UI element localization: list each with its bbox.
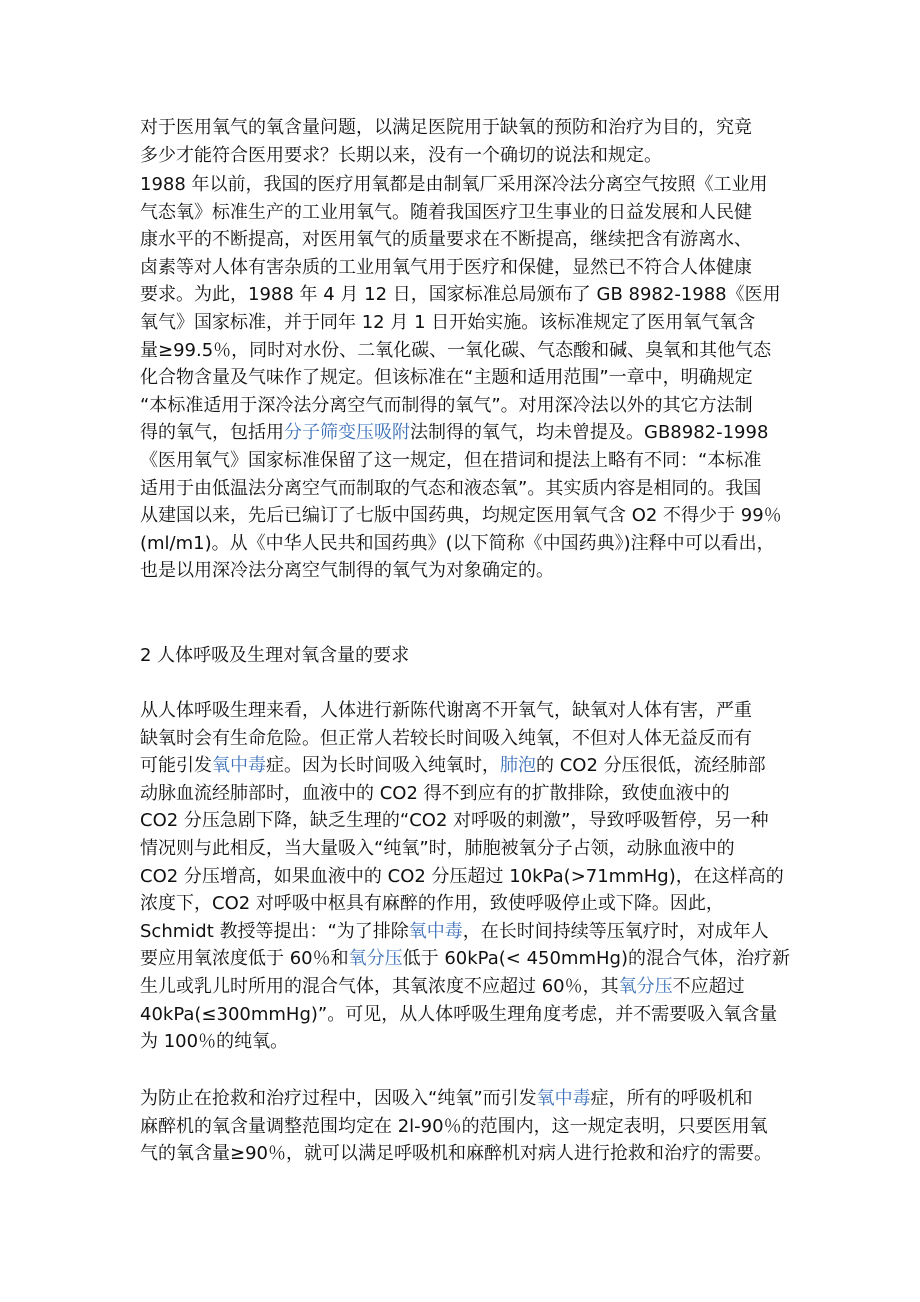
text-run: 化合物含量及气味作了规定。但该标准在“主题和适用范围”一章中，明确规定 bbox=[140, 367, 753, 389]
term-link[interactable]: 分子筛变压吸附 bbox=[284, 422, 410, 444]
text-line bbox=[140, 199, 820, 227]
text-line bbox=[140, 835, 820, 863]
text-run: 不应超过 bbox=[672, 975, 745, 997]
text-line bbox=[140, 890, 820, 918]
text-line bbox=[140, 752, 820, 780]
text-line bbox=[140, 142, 820, 170]
text-run: 2 人体呼吸及生理对氧含量的要求 bbox=[140, 645, 410, 666]
paragraph-ventilator bbox=[140, 1085, 820, 1168]
text-run: 气态氧》标准生产的工业用氧气。随着我国医疗卫生事业的日益发展和人民健 bbox=[140, 201, 752, 223]
section-heading bbox=[140, 642, 820, 670]
text-run: 从建国以来，先后已编订了七版中国药典，均规定医用氧气含 O2 不得少于 99％ bbox=[140, 505, 782, 527]
text-run: 适用于由低温法分离空气而制取的气态和液态氧”。其实质内容是相同的。我国 bbox=[140, 477, 762, 499]
text-run: 《医用氧气》国家标准保留了这一规定，但在措词和提法上略有不同：“本标准 bbox=[140, 449, 762, 471]
text-run: 要应用氧浓度低于 60％和 bbox=[140, 948, 349, 970]
text-line bbox=[140, 447, 820, 475]
text-line bbox=[140, 475, 820, 503]
text-run: 从人体呼吸生理来看，人体进行新陈代谢离不开氧气，缺氧对人体有害，严重 bbox=[140, 700, 752, 721]
text-run: 也是以用深冷法分离空气制得的氧气为对象确定的。 bbox=[140, 560, 554, 582]
text-run: 1988 年以前，我国的医疗用氧都是由制氧厂采用深冷法分离空气按照《工业用 bbox=[140, 174, 768, 195]
text-line bbox=[140, 863, 820, 891]
text-line bbox=[140, 530, 820, 558]
text-run: 症，所有的呼吸机和 bbox=[590, 1088, 753, 1109]
text-run: 麻醉机的氧含量调整范围均定在 2l-90％的范围内，这一规定表明，只要医用氧 bbox=[140, 1115, 768, 1137]
text-run: 为 100％的纯氧。 bbox=[140, 1031, 289, 1053]
text-line bbox=[140, 226, 820, 254]
text-run: 氧气》国家标准，并于同年 12 月 1 日开始实施。该标准规定了医用氧气氧含 bbox=[140, 311, 756, 333]
text-run: 的 CO2 分压很低，流经肺部 bbox=[536, 755, 766, 777]
text-line bbox=[140, 1140, 820, 1168]
text-line bbox=[140, 254, 820, 282]
text-run: 40kPa(≤300mmHg)”。可见，从人体呼吸生理角度考虑，并不需要吸入氧含量 bbox=[140, 1003, 778, 1025]
term-link[interactable]: 氧中毒 bbox=[212, 755, 266, 777]
paragraph-physiology bbox=[140, 697, 820, 1056]
text-run: 症。因为长时间吸入纯氧时， bbox=[266, 755, 500, 777]
term-link[interactable]: 氧分压 bbox=[348, 948, 403, 970]
text-run: 浓度下，CO2 对呼吸中枢具有麻醉的作用，致使呼吸停止或下降。因此， bbox=[140, 893, 724, 915]
text-run: 为防止在抢救和治疗过程中，因吸入“纯氧”而引发 bbox=[140, 1088, 537, 1109]
text-line bbox=[140, 642, 820, 670]
paragraph-history bbox=[140, 171, 820, 585]
text-run: 生儿或乳儿时所用的混合气体，其氧浓度不应超过 60％，其 bbox=[140, 975, 619, 997]
term-link[interactable]: 氧分压 bbox=[618, 975, 673, 997]
paragraph-intro bbox=[140, 114, 820, 169]
text-run: 得的氧气，包括用 bbox=[140, 422, 284, 444]
text-run: CO2 分压急剧下降，缺乏生理的“CO2 对呼吸的刺激”，导致呼吸暂停，另一种 bbox=[140, 810, 769, 832]
text-run: 缺氧时会有生命危险。但正常人若较长时间吸入纯氧，不但对人体无益反而有 bbox=[140, 727, 752, 749]
text-run: 情况则与此相反，当大量吸入“纯氧”时，肺胞被氧分子占领，动脉血液中的 bbox=[140, 837, 735, 859]
text-run: 气的氧含量≥90％，就可以满足呼吸机和麻醉机对病人进行抢救和治疗的需要。 bbox=[140, 1143, 772, 1165]
text-line bbox=[140, 171, 820, 199]
text-line bbox=[140, 945, 820, 973]
text-line bbox=[140, 114, 820, 142]
text-run: 低于 60kPa(< 450mmHg)的混合气体，治疗新 bbox=[402, 948, 790, 970]
text-run: 法制得的氧气，均未曾提及。GB8982-1998 bbox=[410, 422, 769, 444]
text-line bbox=[140, 337, 820, 365]
text-run: 卤素等对人体有害杂质的工业用氧气用于医疗和保健，显然已不符合人体健康 bbox=[140, 256, 752, 278]
text-run: (ml/m1)。从《中华人民共和国药典》(以下简称《中国药典》)注释中可以看出， bbox=[140, 532, 775, 554]
text-line bbox=[140, 1113, 820, 1141]
text-run: 康水平的不断提高，对医用氧气的质量要求在不断提高，继续把含有游离水、 bbox=[140, 229, 752, 251]
term-link[interactable]: 肺泡 bbox=[500, 755, 536, 777]
text-line bbox=[140, 697, 820, 725]
text-line bbox=[140, 419, 820, 447]
text-line bbox=[140, 780, 820, 808]
text-line bbox=[140, 502, 820, 530]
text-line bbox=[140, 918, 820, 946]
text-run: 多少才能符合医用要求？长期以来，没有一个确切的说法和规定。 bbox=[140, 144, 662, 166]
text-line bbox=[140, 557, 820, 585]
term-link[interactable]: 氧中毒 bbox=[408, 920, 463, 942]
text-line bbox=[140, 725, 820, 753]
text-line bbox=[140, 309, 820, 337]
text-line bbox=[140, 1028, 820, 1056]
term-link[interactable]: 氧中毒 bbox=[536, 1088, 591, 1109]
text-line bbox=[140, 1001, 820, 1029]
text-run: 对于医用氧气的氧含量问题，以满足医院用于缺氧的预防和治疗为目的，究竟 bbox=[140, 117, 752, 138]
text-line bbox=[140, 281, 820, 309]
text-line bbox=[140, 807, 820, 835]
text-run: “本标准适用于深冷法分离空气而制得的氧气”。对用深冷法以外的其它方法制 bbox=[140, 394, 753, 416]
text-line bbox=[140, 1085, 820, 1113]
text-run: 量≥99.5％，同时对水份、二氧化碳、一氧化碳、气态酸和碱、臭氧和其他气态 bbox=[140, 339, 772, 361]
text-run: 要求。为此，1988 年 4 月 12 日，国家标准总局颁布了 GB 8982-1988《医用 bbox=[140, 284, 781, 306]
text-line bbox=[140, 973, 820, 1001]
text-line bbox=[140, 364, 820, 392]
text-run: CO2 分压增高，如果血液中的 CO2 分压超过 10kPa(>71mmHg)，在这样高的 bbox=[140, 865, 784, 887]
text-run: ，在长时间持续等压氧疗时，对成年人 bbox=[462, 920, 769, 942]
text-run: Schmidt 教授等提出：“为了排除 bbox=[140, 920, 409, 942]
text-line bbox=[140, 392, 820, 420]
text-run: 动脉血流经肺部时，血液中的 CO2 得不到应有的扩散排除，致使血液中的 bbox=[140, 782, 730, 804]
text-run: 可能引发 bbox=[140, 755, 212, 777]
